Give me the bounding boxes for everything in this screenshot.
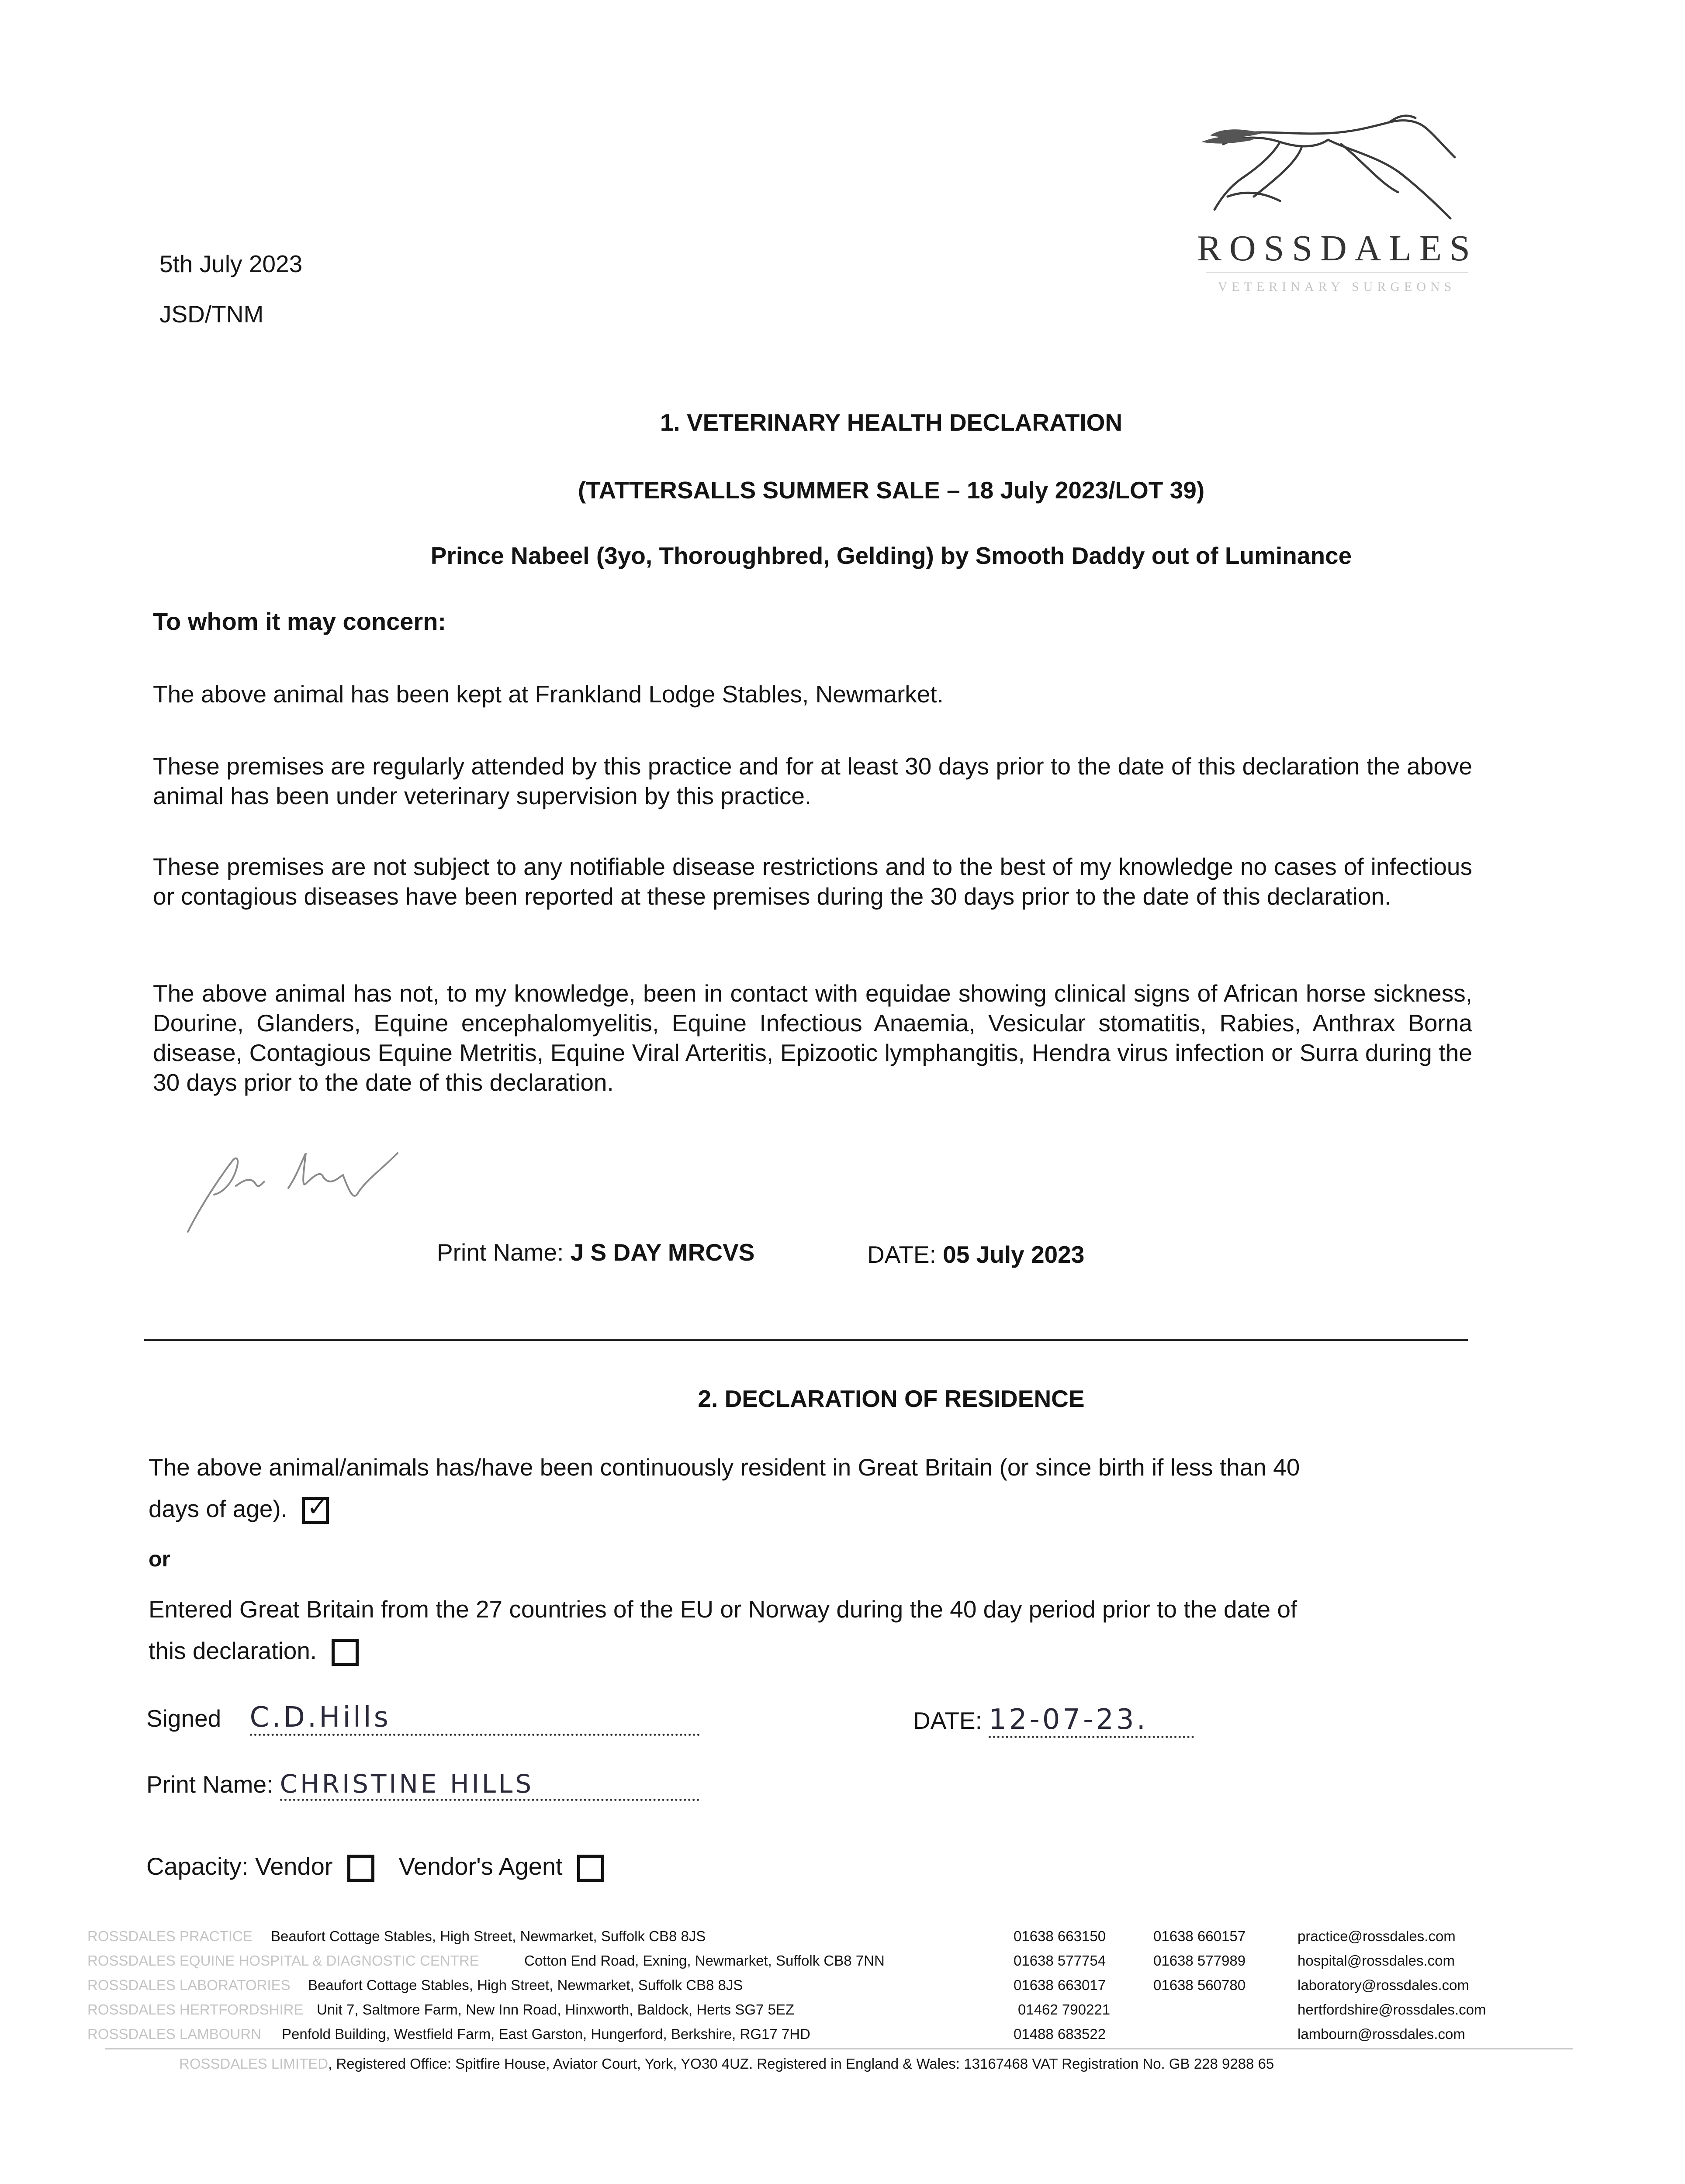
footer-laboratories-name: ROSSDALES LABORATORIES <box>87 1977 291 1993</box>
footer-hertfordshire-tel: 01462 790221 <box>1018 2001 1111 2018</box>
residence-option2-row <box>149 1636 359 1666</box>
footer-practice-fax: 01638 660157 <box>1153 1928 1246 1944</box>
footer-company-name: ROSSDALES LIMITED <box>179 2056 329 2072</box>
footer <box>87 1924 1573 2134</box>
footer-divider <box>105 2048 1573 2049</box>
residence-option1-row <box>149 1494 329 1524</box>
or-label: or <box>149 1547 170 1571</box>
footer-practice-tel: 01638 663150 <box>1014 1928 1106 1944</box>
vet-print-name-row <box>437 1238 754 1266</box>
footer-hertfordshire-address: Unit 7, Saltmore Farm, New Inn Road, Hinxworth, Baldock, Herts SG7 5EZ <box>317 2001 795 2018</box>
vet-date-row <box>867 1241 1084 1268</box>
logo-divider <box>1206 272 1468 273</box>
vendor-checkbox[interactable] <box>347 1855 374 1882</box>
vendor-print-name-row <box>146 1769 699 1801</box>
footer-laboratories-fax: 01638 560780 <box>1153 1977 1246 1993</box>
section2-title: 2. DECLARATION OF RESIDENCE <box>698 1385 1085 1412</box>
footer-hospital-tel: 01638 577754 <box>1014 1952 1106 1969</box>
footer-hospital-fax: 01638 577989 <box>1153 1952 1246 1969</box>
vet-signature <box>170 1144 415 1241</box>
letter-date: 5th July 2023 <box>159 250 303 277</box>
capacity-label: Capacity: Vendor <box>146 1852 333 1880</box>
footer-lambourn-name: ROSSDALES LAMBOURN <box>87 2026 261 2042</box>
vendor-agent-checkbox[interactable] <box>577 1855 604 1882</box>
vendor-date-row <box>913 1704 1194 1738</box>
paragraph-contact: The above animal has not, to my knowledge, been in contact with equidae showing clinical signs of African horse sickness, Dourine, Glanders, Equine encephalomyelitis, Equine Infectious Anaemia, Vesicular stomatitis, Rabies, Anthrax Borna disease, Contagious Equine Metritis, Equine Viral Arteritis, Epizootic lymphangitis, Hendra virus infection or Surra during the 30 days prior to the date of this declaration. <box>153 980 1472 1096</box>
checkmark-icon: ✓ <box>307 1493 328 1522</box>
footer-practice-name: ROSSDALES PRACTICE <box>87 1928 253 1944</box>
paragraph-restrictions: These premises are not subject to any notifiable disease restrictions and to the best of my knowledge no cases of infectious or contagious diseases have been reported at these premises during the 30 days prior to the date of this declaration. <box>153 853 1472 910</box>
entered-gb-checkbox[interactable] <box>332 1639 359 1666</box>
vendor-print-name-value: CHRISTINE HILLS <box>280 1769 699 1801</box>
footer-hospital-email[interactable]: hospital@rossdales.com <box>1297 1952 1455 1969</box>
signed-row <box>146 1701 700 1736</box>
footer-lambourn-address: Penfold Building, Westfield Farm, East Garston, Hungerford, Berkshire, RG17 7HD <box>282 2026 810 2042</box>
paragraph-premises: The above animal has been kept at Frankland Lodge Stables, Newmarket. <box>153 681 944 708</box>
resident-gb-checkbox[interactable] <box>302 1493 329 1524</box>
vet-print-name-label: Print Name: <box>437 1239 564 1266</box>
footer-lambourn-email[interactable]: lambourn@rossdales.com <box>1297 2026 1465 2042</box>
logo-wordmark: ROSSDALES <box>1197 228 1478 269</box>
residence-option1-line1: The above animal/animals has/have been continuously resident in Great Britain (or since birth if less than 40 <box>149 1454 1300 1481</box>
vendor-signature: C.D.Hills <box>250 1701 700 1736</box>
section1-title: 1. VETERINARY HEALTH DECLARATION <box>660 409 1123 436</box>
footer-practice-email[interactable]: practice@rossdales.com <box>1297 1928 1456 1944</box>
paragraph-supervision: These premises are regularly attended by this practice and for at least 30 days prior to the date of this declaration the above animal has been under veterinary supervision by this practice. <box>153 753 1472 809</box>
footer-laboratories-address: Beaufort Cottage Stables, High Street, Newmarket, Suffolk CB8 8JS <box>308 1977 743 1993</box>
footer-hospital-address: Cotton End Road, Exning, Newmarket, Suffolk CB8 7NN <box>524 1952 885 1969</box>
section-divider <box>144 1339 1468 1341</box>
footer-registered-office: , Registered Office: Spitfire House, Aviator Court, York, YO30 4UZ. Registered in England & Wales: 13167468 VAT Registration No. GB 228 9288 65 <box>328 2056 1274 2072</box>
residence-option1-line2: days of age). <box>149 1495 287 1522</box>
vendor-date-value: 12-07-23. <box>989 1704 1194 1738</box>
vendor-print-name-label: Print Name: <box>146 1771 273 1798</box>
letter-reference: JSD/TNM <box>159 301 264 328</box>
footer-hertfordshire-email[interactable]: hertfordshire@rossdales.com <box>1297 2001 1486 2018</box>
footer-laboratories-email[interactable]: laboratory@rossdales.com <box>1297 1977 1469 1993</box>
logo-tagline: VETERINARY SURGEONS <box>1218 280 1456 294</box>
residence-option2-line2: this declaration. <box>149 1637 317 1664</box>
residence-option2-line1: Entered Great Britain from the 27 countries of the EU or Norway during the 40 day period prior to the date of <box>149 1596 1297 1623</box>
footer-lambourn-tel: 01488 683522 <box>1014 2026 1106 2042</box>
vendor-date-label: DATE: <box>913 1707 982 1734</box>
salutation: To whom it may concern: <box>153 608 446 635</box>
footer-practice-address: Beaufort Cottage Stables, High Street, Newmarket, Suffolk CB8 8JS <box>271 1928 706 1944</box>
section1-subtitle: (TATTERSALLS SUMMER SALE – 18 July 2023/LOT 39) <box>578 477 1205 504</box>
footer-laboratories-tel: 01638 663017 <box>1014 1977 1106 1993</box>
horse-description: Prince Nabeel (3yo, Thoroughbred, Gelding) by Smooth Daddy out of Luminance <box>430 542 1352 569</box>
footer-registration <box>179 2052 1274 2076</box>
vet-date-label: DATE: <box>867 1241 936 1268</box>
rossdales-logo <box>1197 109 1477 319</box>
vet-print-name-value: J S DAY MRCVS <box>570 1239 755 1266</box>
capacity-row <box>146 1852 604 1882</box>
footer-hertfordshire-name: ROSSDALES HERTFORDSHIRE <box>87 2001 304 2018</box>
vet-date-value: 05 July 2023 <box>943 1241 1085 1268</box>
vendor-agent-label: Vendor's Agent <box>398 1852 563 1880</box>
footer-hospital-name: ROSSDALES EQUINE HOSPITAL & DIAGNOSTIC CENTRE <box>87 1952 479 1969</box>
signed-label: Signed <box>146 1705 221 1732</box>
